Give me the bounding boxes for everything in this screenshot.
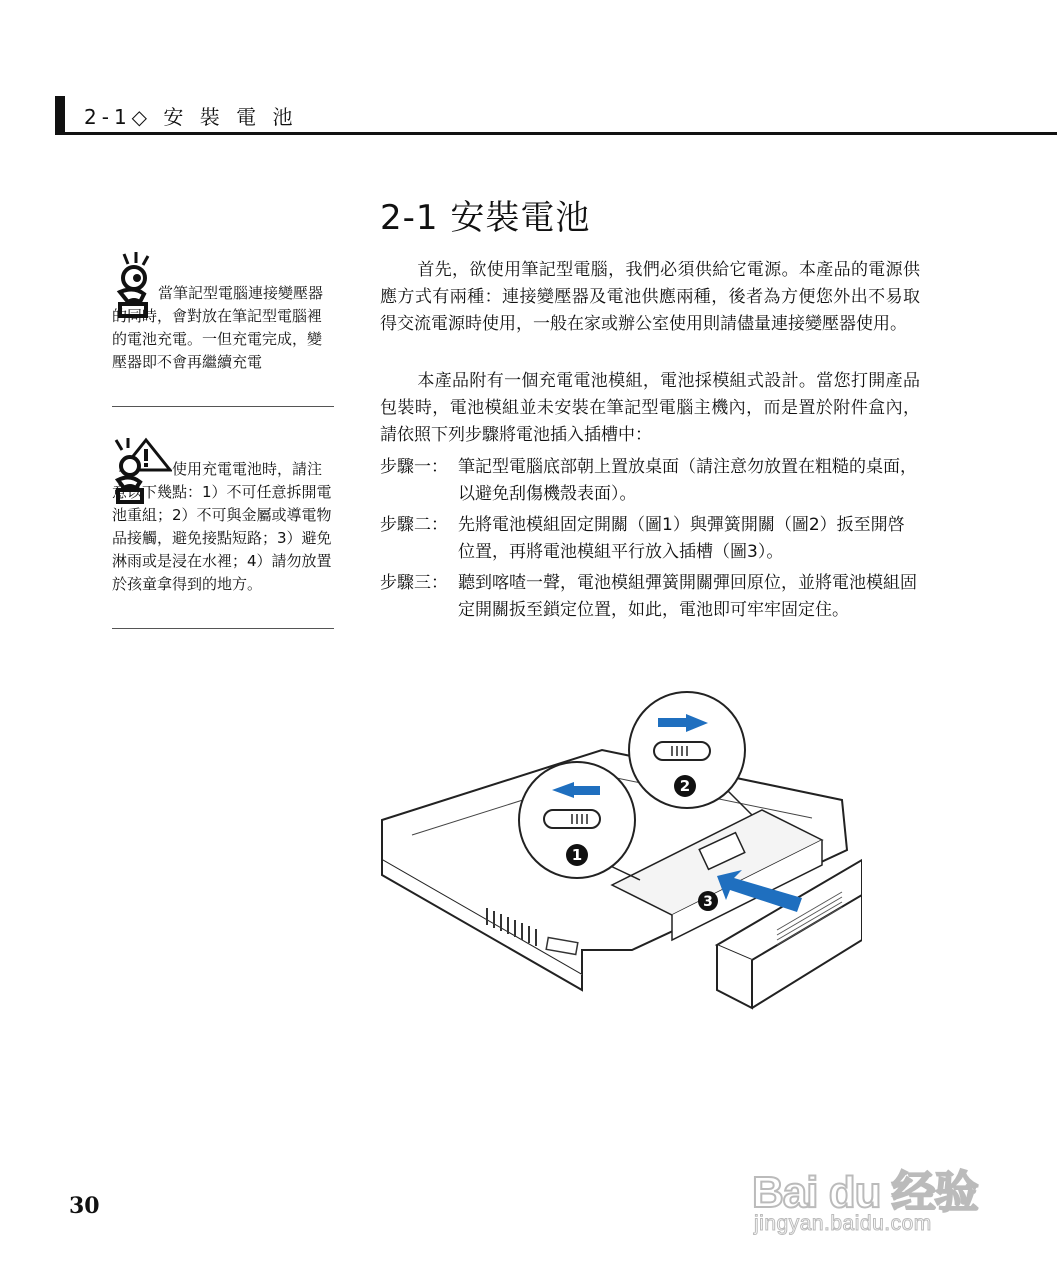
step-label: 步驟二： xyxy=(380,515,448,535)
step-text: 先將電池模組固定開關（圖1）與彈簧開關（圖2）扳至開啓位置，再將電池模組平行放入插槽（圖3）。 xyxy=(458,515,905,562)
page-number: 30 xyxy=(69,1193,100,1219)
header-bar xyxy=(55,96,65,134)
paragraph-2-text: 本產品附有一個充電電池模組，電池採模組式設計。當您打開產品包裝時，電池模組並未安裝在筆記型電腦主機內，而是置於附件盒內，請依照下列步驟將電池插入插槽中： xyxy=(380,371,920,445)
paragraph-1-text: 首先，欲使用筆記型電腦，我們必須供給它電源。本產品的電源供應方式有兩種：連接變壓器及電池供應兩種，後者為方便您外出不易取得交流電源時使用，一般在家或辦公室使用則請儘量連接變壓器使用。 xyxy=(380,260,920,334)
section-header: 2-1◇ 安 裝 電 池 xyxy=(84,105,298,129)
battery-installation-figure xyxy=(372,690,862,1050)
side-note-1-text: 當筆記型電腦連接變壓器的同時，會對放在筆記型電腦裡的電池充電。一但充電完成，變壓器即不會再繼續充電 xyxy=(112,284,324,371)
step-label: 步驟三： xyxy=(380,573,448,593)
callout-2-label: 2 xyxy=(679,777,691,795)
callout-1-label: 1 xyxy=(571,846,583,864)
callout-3-label: 3 xyxy=(703,894,713,910)
paragraph-2 xyxy=(380,368,920,449)
paragraph-1 xyxy=(380,257,920,338)
side-note-1 xyxy=(112,282,334,374)
baidu-watermark xyxy=(750,1150,1000,1250)
side-note-2 xyxy=(112,458,334,596)
step-label: 步驟一： xyxy=(380,457,448,477)
side-note-2-text: 使用充電電池時，請注意以下幾點：1）不可任意拆開電池重組；2）不可與金屬或導電物品接觸，避免接點短路；3）避免淋雨或是浸在水裡；4）請勿放置於孩童拿得到的地方。 xyxy=(112,460,332,593)
side-note-1-rule xyxy=(112,406,334,407)
side-note-2-rule xyxy=(112,628,334,629)
watermark-sub: jingyan.baidu.com xyxy=(754,1212,932,1235)
step-text: 筆記型電腦底部朝上置放桌面（請注意勿放置在粗糙的桌面，以避免刮傷機殼表面）。 xyxy=(458,457,917,504)
watermark-main: Bai du 经验 xyxy=(752,1168,978,1217)
header-rule xyxy=(55,132,1057,135)
step-text: 聽到喀喳一聲，電池模組彈簧開關彈回原位，並將電池模組固定開關扳至鎖定位置，如此，電池即可牢牢固定住。 xyxy=(458,573,917,620)
page-title: 2-1 安裝電池 xyxy=(380,198,591,238)
